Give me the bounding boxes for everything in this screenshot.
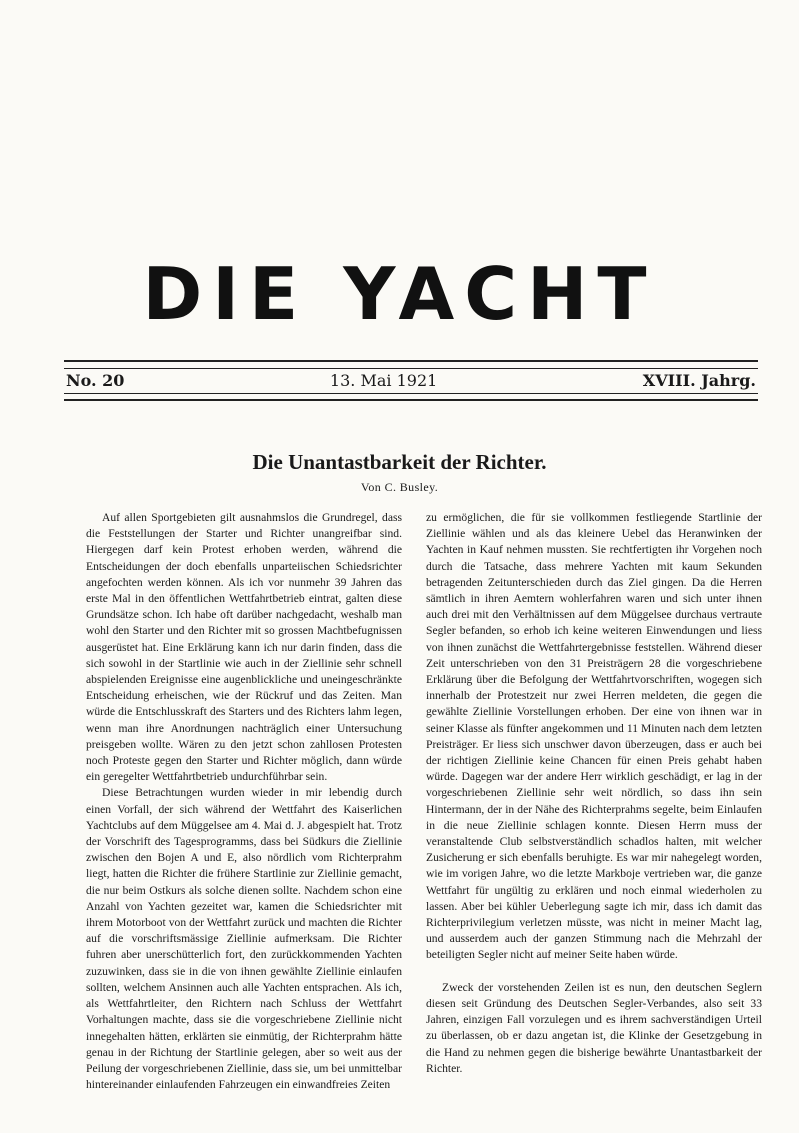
paragraph: zu ermöglichen, die für sie vollkommen festliegende Startlinie der Ziellinie wählen und als das kleinere Uebel das Heranwinken der Yachten in Kauf nehmen mussten. Sie rechtfertigten ihr Vorgehen noch durch die Tatsache, dass mehrere Yachten mit kaum Sekunden betragenden Zeitunterschieden durch das Ziel gingen. Da die Herren sämtlich in ihren Aemtern wohlerfahren waren und sich unter ihnen auch drei mit den Verhältnissen auf dem Müggelsee durchaus vertraute Segler befanden, so erhob ich keine weiteren Einwendungen und liess von ihnen zunächst die Wettfahrtergebnisse feststellen. Während dieser Zeit unterschrieben von den 31 Preisträgern 28 die vorgeschriebene Erklärung über die Befolgung der Wettfahrtvorschriften, wogegen sich innerhalb der Protestzeit nur zwei Herren meldeten, die gegen die gewählte Ziellinie Vorstellungen erhoben. Der eine von ihnen war in seiner Klasse als fünfter angekommen und 11 Minuten nach dem letzten Preisträger. Er liess sich unschwer davon überzeugen, dass er auch bei der richtigen Ziellinie keine Chancen für einen Preis gehabt haben würde. Dagegen war der andere Herr wirklich geschädigt, er lag in der vorgeschriebenen Ziellinie sehr weit nördlich, so dass ihn sein Hintermann, der in der Nähe des Richterprahms segelte, beim Einlaufen in die neue Ziellinie schlagen konnte. Diesen Herrn muss der veranstaltende Club selbstverständlich schadlos halten, mit welcher Zusicherung er sich ebenfalls beruhigte. Es war mir nahegelegt worden, wie im vorigen Jahre, wo die letzte Markboje vertrieben war, die ganze Wettfahrt für ungültig zu erklären und noch einmal wiederholen zu lassen. Aber bei kühler Ueberlegung sagte ich mir, dass ich damit das Richterprivilegium verletzen müsste, was nicht in meiner Macht lag, und ausserdem auch der ganzen Stimmung nach die Mehrzahl der beteiligten Segler nicht auf meiner Seite haben würde. [426, 511, 762, 962]
issue-number: No. 20 [66, 370, 125, 390]
issue-info-bar [66, 369, 756, 391]
paragraph: Auf allen Sportgebieten gilt ausnahmslos die Grundregel, dass die Feststellungen der Starter und Richter unangreifbar sind. Hiergegen darf kein Protest erhoben werden, während die Entscheidungen der doch ebenfalls unparteiischen Schiedsrichter angefochten werden können. Als ich vor nunmehr 39 Jahren das erste Mal in den öffentlichen Wettfahrtbetrieb eintrat, galten diese Grundsätze schon. Ich habe oft darüber nachgedacht, weshalb man wohl den Starter und den Richter mit so grossen Machtbefugnissen ausgerüstet hat. Eine Erklärung kann ich nur darin finden, dass die sich sowohl in der Startlinie wie auch in der Ziellinie sehr schnell abspielenden Ereignisse eine augenblickliche und uneingeschränkte Entscheidung erheischen, wie der Rückruf und das Zeiten. Man würde die Entschlusskraft des Starters und des Richters lahm legen, wenn man ihre Anordnungen nachträglich einer Untersuchung preisgeben wollte. Wären zu den jetzt schon zahllosen Protesten noch Proteste gegen den Starter und Richter möglich, dann würde ein geregelter Wettfahrtbetrieb undurchführbar sein. [86, 511, 402, 784]
issue-date: 13. Mai 1921 [329, 370, 438, 390]
article-column-right [426, 510, 762, 1077]
paragraph: Diese Betrachtungen wurden wieder in mir lebendig durch einen Vorfall, der sich während der Wettfahrt des Kaiserlichen Yachtclubs auf dem Müggelsee am 4. Mai d. J. abgespielt hat. Trotz der Vorschrift des Tagesprogramms, dass bei Südkurs die Ziellinie zwischen den Bojen A und E, also nördlich vom Richterprahm liegt, hatten die Richter die frühere Startlinie zur Ziellinie gemacht, die nur beim Ostkurs als solche dienen sollte. Nachdem schon eine Anzahl von Yachten gezeitet war, kamen die Schiedsrichter mit ihrem Motorboot von der Wettfahrt zurück und machten die Richter auf die vorschriftsmässige Ziellinie aufmerksam. Die Richter fuhren aber unerschütterlich fort, den zurückkommenden Yachten zuzuwinken, dass sie in die von ihnen gewählte Ziellinie einlaufen sollten, welchem Ansinnen auch alle Yachten entsprachen. Als ich, als Wettfahrtleiter, den Richtern nach Schluss der Wettfahrt Vorhaltungen machte, dass sie die vorgeschriebene Ziellinie nicht innegehalten hätten, erklärten sie einmütig, der Richterprahm hätte genau in der Richtung der Startlinie gelegen, aber so weit aus der Peilung der vorgeschriebenen Ziellinie, dass sie, um bei unmittelbar hintereinander einlaufenden Fahrzeugen ein einwandfreies Zeiten [86, 786, 402, 1092]
masthead-rule-top [64, 360, 758, 369]
issue-volume: XVIII. Jahrg. [642, 370, 756, 390]
paragraph: Zweck der vorstehenden Zeilen ist es nun, den deutschen Seglern diesen seit Gründung des Deutschen Segler-Verbandes, also seit 33 Jahren, einzigen Fall vorzulegen und es ihrem sachverständigen Urteil zu überlassen, ob er dazu angetan ist, die Klinke der Gesetzgebung in die Hand zu nehmen gegen die bisherige bewährte Unantastbarkeit der Richter. [426, 980, 762, 1075]
masthead-rule-bottom [64, 393, 758, 401]
article-byline: Von C. Busley. [360, 480, 439, 494]
masthead-title: DIE YACHT [142, 252, 657, 336]
article-column-left [86, 510, 402, 1093]
article-title: Die Unantastbarkeit der Richter. [252, 450, 547, 474]
